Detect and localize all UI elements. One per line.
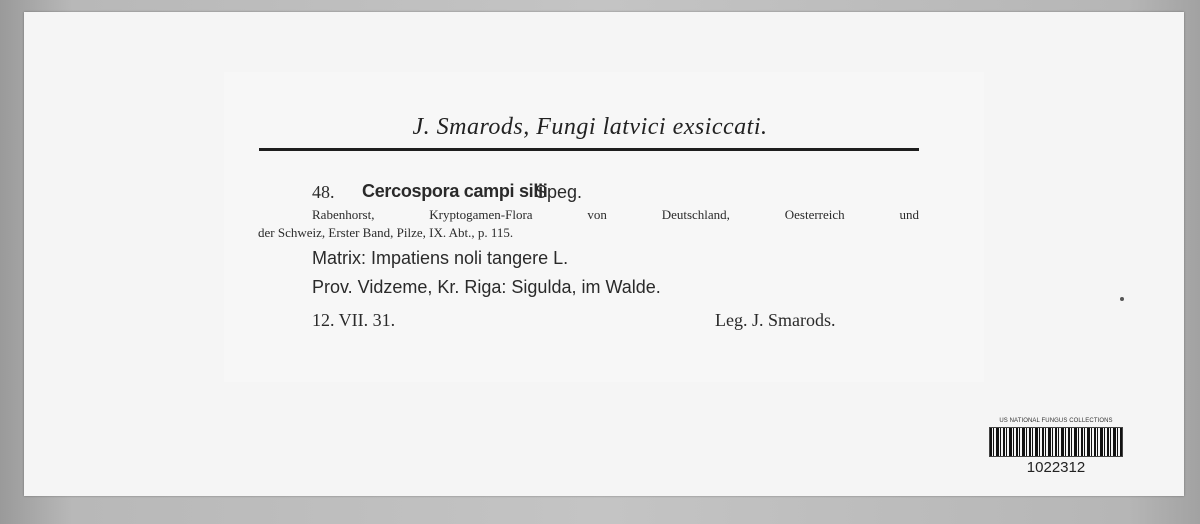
label-title: J. Smarods, Fungi latvici exsiccati. [412, 114, 768, 140]
species-authority: Speg. [535, 182, 583, 202]
collector: Leg. J. Smarods. [715, 310, 836, 330]
barcode-header: US NATIONAL FUNGUS COLLECTIONS [999, 418, 1113, 424]
species-name: Cercospora campi silii [362, 181, 548, 201]
collection-date: 12. VII. 31. [312, 310, 396, 330]
reference-line-2: der Schweiz, Erster Band, Pilze, IX. Abt., p. 115. [258, 225, 514, 240]
reference-line-1: Rabenhorst, Kryptogamen-Flora von Deutschland, Oesterreich und [312, 207, 919, 222]
barcode-icon [989, 427, 1123, 457]
speck-mark [1120, 297, 1124, 301]
title-rule [259, 148, 919, 151]
matrix-host: Matrix: Impatiens noli tangere L. [312, 248, 569, 268]
locality: Prov. Vidzeme, Kr. Riga: Sigulda, im Walde. [312, 277, 661, 297]
barcode-label [984, 418, 1128, 476]
barcode-number: 1022312 [1026, 459, 1086, 476]
specimen-number: 48. [312, 182, 335, 202]
